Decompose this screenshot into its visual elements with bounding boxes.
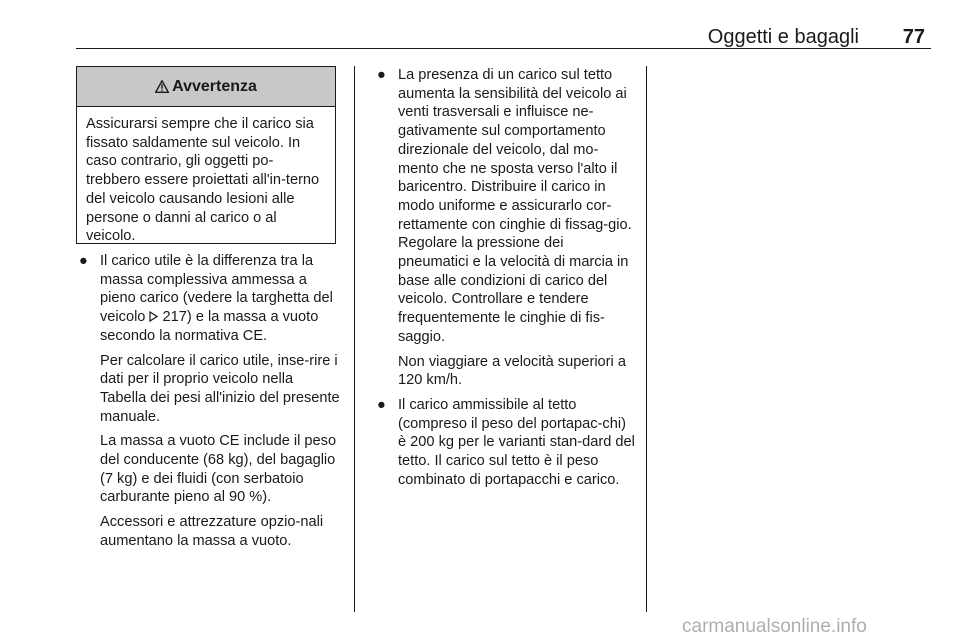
warning-box-header (77, 67, 335, 107)
paragraph: Per calcolare il carico utile, inse-rire i dati per il proprio veicolo nella Tabella dei pesi all'inizio del presente manuale. (100, 352, 340, 425)
warning-title: Avvertenza (172, 77, 257, 95)
page-number: 77 (902, 26, 925, 48)
paragraph: Accessori e attrezzature opzio-nali aumentano la massa a vuoto. (100, 514, 324, 549)
list-item-text: La presenza di un carico sul tetto aumenta la sensibilità del veicolo ai venti trasversali e influisce ne-gativamente sul comportamento direzionale del veicolo, dal mo-mento che ne sposta verso l'alto il baricentro. Distribuire il carico in modo uniforme e assicurarlo cor-rettamente con cinghie di fissag-gio. Regolare la pressione dei pneumatici e la velocità di marcia in base alle condizioni di carico del veicolo. Controllare e tendere frequentemente le cinghie di fis-saggio. (398, 67, 632, 345)
list-item-text (100, 252, 342, 346)
list-item-text: Il carico ammissibile al tetto (compreso il peso del portapac-chi) è 200 kg per le varianti stan-dard del tetto. Il carico sul tetto è il peso combinato di portapacchi e carico. (398, 396, 635, 488)
warning-box (76, 66, 336, 244)
middle-column (374, 66, 636, 489)
page-reference-arrow-icon (149, 311, 158, 322)
page-header (76, 26, 931, 49)
list-item-text-start: Il carico utile è la differenza tra la massa complessiva ammessa a pieno carico (vedere la targhetta del veicolo (100, 253, 333, 326)
warning-text: Assicurarsi sempre che il carico sia fissato saldamente sul veicolo. In caso contrario, gli oggetti po-trebbero essere proiettati all'in-terno del veicolo causando lesioni alle persone o danni al carico o al veicolo. (86, 116, 320, 245)
column-divider (354, 66, 355, 612)
list-item (76, 252, 342, 551)
bullet: ● (79, 253, 88, 269)
bullet: ● (377, 396, 386, 413)
column-divider (646, 66, 647, 612)
paragraph: La massa a vuoto CE include il peso del conducente (68 kg), del bagaglio (7 kg) e dei fluidi (con serbatoio carburante pieno al 90 %). (100, 433, 337, 506)
bullet: ● (377, 67, 386, 83)
paragraph: Non viaggiare a velocità superiori a 120 km/h. (398, 353, 626, 389)
page-reference: 217 (162, 309, 187, 326)
watermark: carmanualsonline.info (682, 616, 867, 637)
list-item (374, 396, 636, 490)
warning-triangle-icon (155, 80, 169, 93)
list-item (374, 66, 636, 390)
left-column (76, 252, 342, 551)
section-title: Oggetti e bagagli (707, 26, 859, 48)
list-item-text-end: ) e la massa a vuoto secondo la normativa CE. (100, 309, 319, 344)
